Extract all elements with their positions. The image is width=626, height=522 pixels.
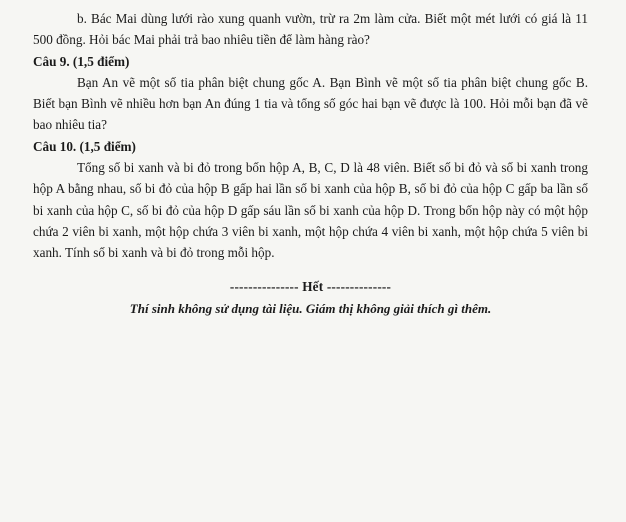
- exam-page: [33, 8, 588, 319]
- question-9-text: Bạn An vẽ một số tia phân biệt chung gốc A. Bạn Bình vẽ một số tia phân biệt chung gốc B. Biết bạn Bình vẽ nhiều hơn bạn An đúng 1 tia và tổng số góc hai bạn vẽ được là 100. Hỏi mỗi bạn đã vẽ bao nhiêu tia?: [33, 74, 588, 133]
- question-10-heading: Câu 10. (1,5 điểm): [33, 138, 136, 154]
- footer-note: Thí sinh không sử dụng tài liệu. Giám thị không giải thích gì thêm.: [129, 300, 492, 316]
- problem-8b-text: b. Bác Mai dùng lưới rào xung quanh vườn, trừ ra 2m làm cửa. Biết một mét lưới có giá là 11 500 đồng. Hỏi bác Mai phải trả bao nhiêu tiền để làm hàng rào?: [33, 11, 588, 48]
- question-9-heading: Câu 9. (1,5 điểm): [33, 53, 130, 69]
- question-10-text: Tổng số bi xanh và bi đỏ trong bốn hộp A, B, C, D là 48 viên. Biết số bi đỏ và số bi xanh trong hộp A bằng nhau, số bi đỏ của hộp B gấp hai lần số bi xanh của hộp B, số bi đỏ của hộp C gấp ba lần số bi xanh của hộp C, số bi đỏ của hộp D gấp sáu lần số bi xanh của hộp D. Trong bốn hộp này có một hộp chứa 2 viên bi xanh, một hộp chứa 3 viên bi xanh, một hộp chứa 4 viên bi xanh, một hộp chứa 5 viên bi xanh. Tính số bi xanh và bi đỏ trong mỗi hộp.: [33, 160, 588, 261]
- end-mark: --------------- Hết --------------: [229, 278, 392, 294]
